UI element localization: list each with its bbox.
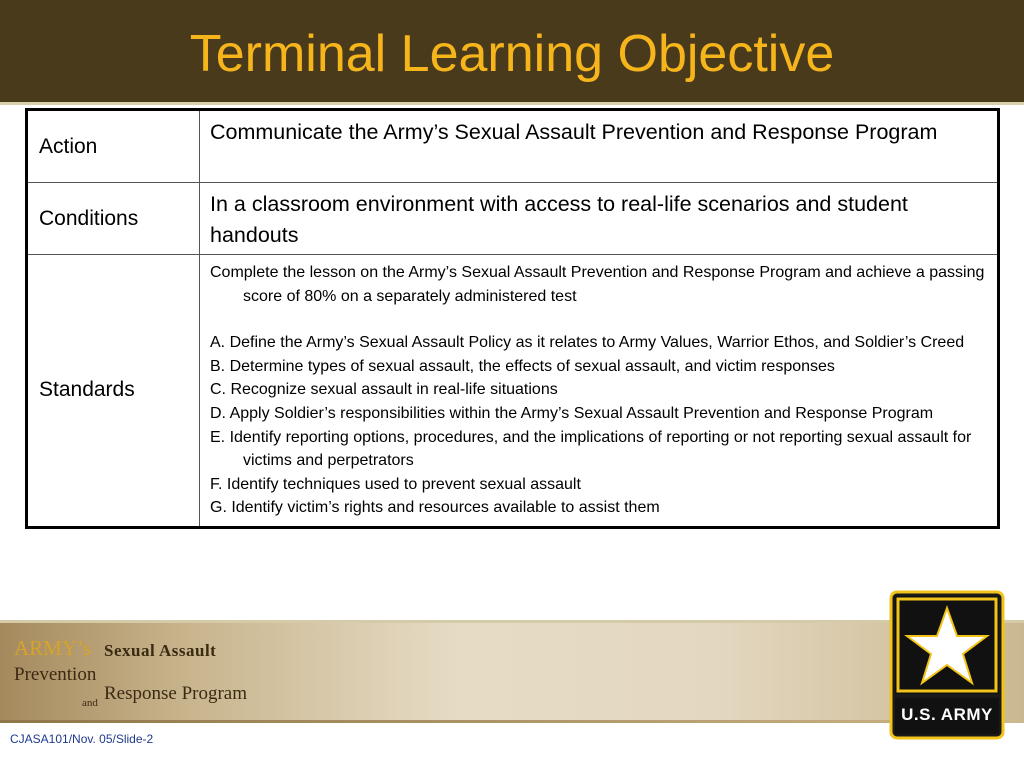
- footer-band: [0, 620, 1024, 723]
- standards-item-a: A. Define the Army’s Sexual Assault Policy as it relates to Army Values, Warrior Ethos, and Soldier’s Creed: [210, 334, 965, 352]
- footer-divider: [0, 720, 890, 723]
- logo-armys: ARMY’s: [14, 636, 92, 660]
- standards-item-e: E. Identify reporting options, procedures, and the implications of reporting or not reporting sexual assault for victims and perpetrators: [210, 428, 972, 470]
- standards-item-f: F. Identify techniques used to prevent sexual assault: [210, 475, 581, 493]
- conditions-text: In a classroom environment with access to real-life scenarios and student handouts: [200, 183, 999, 255]
- action-text: Communicate the Army’s Sexual Assault Prevention and Response Program: [200, 110, 999, 183]
- action-label: Action: [27, 110, 200, 183]
- us-army-label: U.S. ARMY: [901, 705, 993, 724]
- conditions-label: Conditions: [27, 183, 200, 255]
- table-row-conditions: [27, 183, 999, 255]
- standards-item-g: G. Identify victim’s rights and resources available to assist them: [210, 499, 660, 517]
- table-row-action: [27, 110, 999, 183]
- standards-item-d: D. Apply Soldier’s responsibilities within the Army’s Sexual Assault Prevention and Response Program: [210, 404, 934, 422]
- logo-response-program: Response Program: [104, 683, 248, 704]
- slide-title: Terminal Learning Objective: [189, 25, 835, 83]
- objective-table: [25, 108, 1000, 529]
- standards-content: [200, 255, 999, 528]
- table-row-standards: [27, 255, 999, 528]
- standards-intro: Complete the lesson on the Army’s Sexual Assault Prevention and Response Program and achieve a passing score of 80% on a separately administered test: [210, 264, 985, 305]
- logo-prevention: Prevention: [14, 664, 97, 685]
- standards-label: Standards: [27, 255, 200, 528]
- slide-id: CJASA101/Nov. 05/Slide-2: [10, 732, 154, 746]
- standards-item-c: C. Recognize sexual assault in real-life situations: [210, 381, 558, 399]
- header-bar: [0, 0, 1024, 105]
- logo-sexual-assault: Sexual Assault: [104, 641, 217, 660]
- logo-and: and: [82, 697, 98, 709]
- standards-item-b: B. Determine types of sexual assault, the effects of sexual assault, and victim responses: [210, 357, 835, 375]
